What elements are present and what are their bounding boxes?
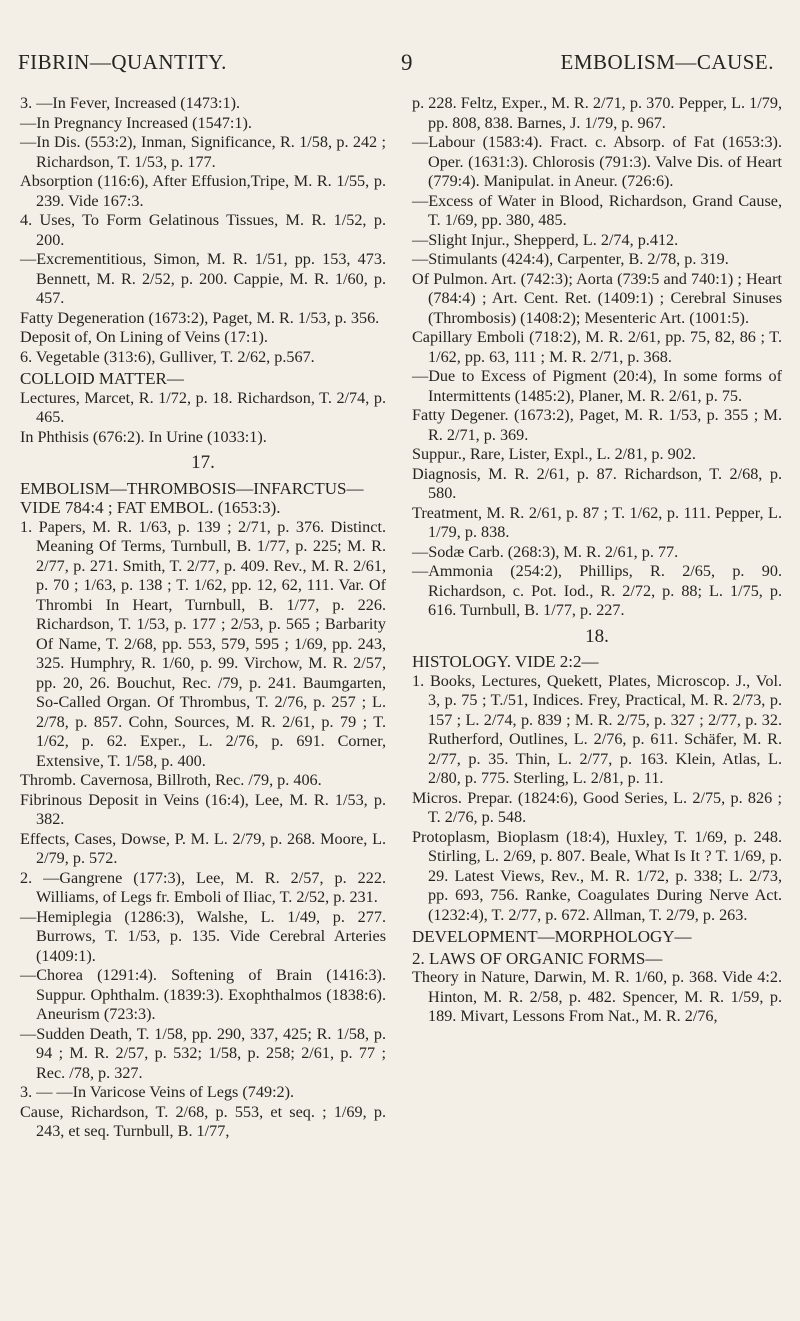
index-entry: Fatty Degener. (1673:2), Paget, M. R. 1/53, p. 355 ; M. R. 2/71, p. 369. xyxy=(412,406,782,444)
index-entry: —Sudden Death, T. 1/58, pp. 290, 337, 425; R. 1/58, p. 94 ; M. R. 2/57, p. 532; 1/58, p. 258; 2/61, p. 77 ; Rec. /78, p. 327. xyxy=(20,1024,386,1082)
index-entry: Capillary Emboli (718:2), M. R. 2/61, pp. 75, 82, 86 ; T. 1/62, pp. 63, 111 ; M. R. 2/71, p. 368. xyxy=(412,328,782,366)
index-entry: 4. Uses, To Form Gelatinous Tissues, M. R. 1/52, p. 200. xyxy=(20,211,386,249)
index-entry: Lectures, Marcet, R. 1/72, p. 18. Richardson, T. 2/74, p. 465. xyxy=(20,388,386,426)
index-entry: Fatty Degeneration (1673:2), Paget, M. R. 1/53, p. 356. xyxy=(20,308,380,327)
index-entry: —Stimulants (424:4), Carpenter, B. 2/78, p. 319. xyxy=(412,250,729,268)
section-heading-colloid: COLLOID MATTER— xyxy=(20,369,184,388)
index-entry: —Ammonia (254:2), Phillips, R. 2/65, p. 90. Richardson, c. Pot. Iod., R. 2/72, p. 88; L. 1/75, p. 616. Turnbull, B. 1/77, p. 227. xyxy=(412,562,782,619)
index-entry: —Labour (1583:4). Fract. c. Absorp. of Fat (1653:3). Oper. (1631:3). Chlorosis (791:3). Valve Dis. of Heart (779:4). Manipulat. in Aneur. (726:6). xyxy=(412,133,782,190)
index-entry: Cause, Richardson, T. 2/68, p. 553, et seq. ; 1/69, p. 243, et seq. Turnbull, B. 1/77, xyxy=(20,1102,386,1140)
left-column xyxy=(20,94,386,1142)
section-number-17: 17. xyxy=(191,452,215,473)
index-entry: Suppur., Rare, Lister, Expl., L. 2/81, p. 902. xyxy=(412,445,696,463)
index-entry: Absorption (116:6), After Effusion,Tripe, M. R. 1/55, p. 239. Vide 167:3. xyxy=(20,172,386,210)
section-number-18: 18. xyxy=(585,625,609,647)
index-entry: —Slight Injur., Shepperd, L. 2/74, p.412. xyxy=(412,230,679,249)
index-entry: —Hemiplegia (1286:3), Walshe, L. 1/49, p. 277. Burrows, T. 1/53, p. 135. Vide Cerebral Arteries (1409:1). xyxy=(20,907,386,965)
index-entry: —Excess of Water in Blood, Richardson, Grand Cause, T. 1/69, pp. 380, 485. xyxy=(412,191,782,229)
index-entry: 3. —In Fever, Increased (1473:1). xyxy=(20,94,241,112)
right-column xyxy=(412,94,782,1027)
index-entry: Effects, Cases, Dowse, P. M. L. 2/79, p. 268. Moore, L. 2/79, p. 572. xyxy=(20,829,386,867)
index-entry: 2. —Gangrene (177:3), Lee, M. R. 2/57, p. 222. Williams, of Legs fr. Emboli of Iliac, T. 2/52, p. 231. xyxy=(20,868,386,906)
index-entry: Theory in Nature, Darwin, M. R. 1/60, p. 368. Vide 4:2. Hinton, M. R. 2/58, p. 482. Spencer, M. R. 1/59, p. 189. Mivart, Lessons From Nat., M. R. 2/76, xyxy=(412,968,782,1025)
index-entry: In Phthisis (676:2). In Urine (1033:1). xyxy=(20,427,267,446)
index-entry: 1. Books, Lectures, Quekett, Plates, Microscop. J., Vol. 3, p. 75 ; T./51, Indices. Frey, Practical, M. R. 2/73, p. 157 ; L. 2/74, p. 839 ; M. R. 2/75, p. 327 ; 2/77, p. 32. Rutherford, Outlines, L. 2/76, p. 611. Schäfer, M. R. 2/77, p. 35. Thin, L. 2/77, p. 163. Klein, Atlas, L. 2/80, p. 775. Sterling, L. 2/81, p. 11. xyxy=(412,671,782,787)
header-right: EMBOLISM—CAUSE. xyxy=(560,50,774,74)
index-entry: —Excrementitious, Simon, M. R. 1/51, pp. 153, 473. Bennett, M. R. 2/52, p. 200. Cappie, M. R. 1/60, p. 457. xyxy=(20,250,386,307)
index-entry: —In Dis. (553:2), Inman, Significance, R. 1/58, p. 242 ; Richardson, T. 1/53, p. 177. xyxy=(20,133,386,171)
index-entry: Deposit of, On Lining of Veins (17:1). xyxy=(20,328,268,346)
index-entry: —Due to Excess of Pigment (20:4), In some forms of Intermittents (1485:2), Planer, M. R. 2/61, p. 75. xyxy=(412,367,782,405)
index-entry: 1. Papers, M. R. 1/63, p. 139 ; 2/71, p. 376. Distinct. Meaning Of Terms, Turnbull, B. 1/77, p. 225; M. R. 2/77, p. 271. Smith, T. 2/77, p. 409. Rev., M. R. 2/61, p. 70 ; 1/63, p. 138 ; T. 1/62, pp. 12, 62, 111. Var. Of Thrombi In Heart, Turnbull, B. 1/77, p. 226. Richardson, T. 1/53, p. 177 ; 2/53, p. 565 ; Barbarity Of Name, T. 2/68, pp. 553, 579, 595 ; 1/69, pp. 243, 325. Humphry, R. 1/60, p. 99. Virchow, M. R. 2/57, pp. 20, 26. Bouchut, Rec. /79, p. 241. Baumgarten, So-Called Organ. Of Thrombus, T. 2/76, p. 257 ; L. 2/78, p. 857. Cohn, Sources, M. R. 2/61, p. 79 ; T. 1/62, p. 62. Exper., L. 2/76, p. 691. Corner, Extensive, T. 1/58, p. 400. xyxy=(20,517,386,770)
index-entry: Of Pulmon. Art. (742:3); Aorta (739:5 and 740:1) ; Heart (784:4) ; Art. Cent. Ret. (1409:1) ; Cerebral Sinuses (Thrombosis) (1408:2); Mesenteric Art. (1001:5). xyxy=(412,269,782,327)
index-entry: Protoplasm, Bioplasm (18:4), Huxley, T. 1/69, p. 248. Stirling, L. 2/69, p. 807. Beale, What Is It ? T. 1/69, p. 29. Latest Views, Rev., M. R. 1/72, p. 338; L. 2/73, pp. 693, 756. Ranke, Coagulates During Nerve Act. (1232:4), T. 2/77, p. 672. Allman, T. 2/79, p. 263. xyxy=(412,827,782,924)
index-entry: —Chorea (1291:4). Softening of Brain (1416:3). Suppur. Ophthalm. (1839:3). Exophthalmos (1838:6). Aneurism (723:3). xyxy=(20,966,386,1023)
index-entry: —In Pregnancy Increased (1547:1). xyxy=(20,113,252,132)
header-left: FIBRIN—QUANTITY. xyxy=(18,50,227,74)
index-entry: —Sodæ Carb. (268:3), M. R. 2/61, p. 77. xyxy=(412,542,679,561)
section-heading-laws: 2. LAWS OF ORGANIC FORMS— xyxy=(412,948,663,968)
index-entry: Fibrinous Deposit in Veins (16:4), Lee, M. R. 1/53, p. 382. xyxy=(20,790,386,828)
index-entry: 6. Vegetable (313:6), Gulliver, T. 2/62, p.567. xyxy=(20,347,315,366)
index-entry: Diagnosis, M. R. 2/61, p. 87. Richardson, T. 2/68, p. 580. xyxy=(412,464,782,502)
page-number: 9 xyxy=(401,50,413,75)
section-heading-histology: HISTOLOGY. VIDE 2:2— xyxy=(412,652,599,671)
index-entry: p. 228. Feltz, Exper., M. R. 2/71, p. 370. Pepper, L. 1/79, pp. 808, 838. Barnes, J. 1/79, p. 967. xyxy=(412,94,782,132)
index-entry: Thromb. Cavernosa, Billroth, Rec. /79, p. 406. xyxy=(20,771,322,789)
running-header xyxy=(18,50,774,80)
section-heading-embolism: EMBOLISM—THROMBOSIS—INFARCTUS—VIDE 784:4 ; FAT EMBOL. (1653:3). xyxy=(20,478,364,517)
index-entry: Micros. Prepar. (1824:6), Good Series, L. 2/75, p. 826 ; T. 2/76, p. 548. xyxy=(412,788,782,826)
index-entry: 3. — —In Varicose Veins of Legs (749:2). xyxy=(20,1083,295,1101)
section-heading-development: DEVELOPMENT—MORPHOLOGY— xyxy=(412,927,692,946)
index-entry: Treatment, M. R. 2/61, p. 87 ; T. 1/62, p. 111. Pepper, L. 1/79, p. 838. xyxy=(412,503,782,541)
